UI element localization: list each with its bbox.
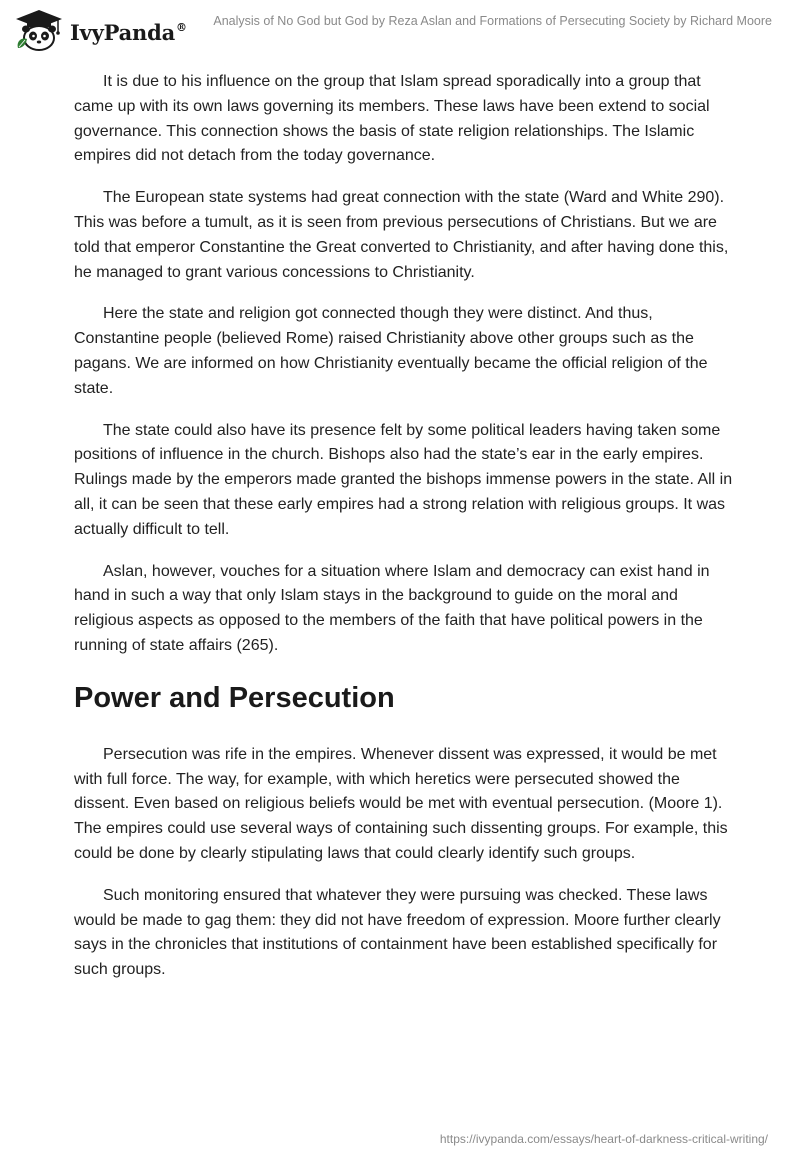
section-heading: Power and Persecution bbox=[74, 681, 395, 714]
ivypanda-logo[interactable] bbox=[14, 8, 187, 52]
page-header bbox=[0, 0, 800, 60]
paragraph: Such monitoring ensured that whatever they were pursuing was checked. These laws would be made to gag them: they did not have freedom of expression. Moore further clearly says in the chronicles that institutions of containment have been established specifically for such groups. bbox=[74, 886, 721, 979]
source-url[interactable]: https://ivypanda.com/essays/heart-of-darkness-critical-writing/ bbox=[439, 1132, 768, 1146]
panda-graduate-icon bbox=[14, 8, 64, 52]
paragraph: Aslan, however, vouches for a situation where Islam and democracy can exist hand in hand in such a way that only Islam stays in the background to guide on the moral and religious aspects as opposed to the members of the faith that have political powers in the running of state affairs (265). bbox=[74, 562, 710, 654]
paragraph: Persecution was rife in the empires. Whenever dissent was expressed, it would be met with full force. The way, for example, with which heretics were persecuted showed the dissent. Even based on religious beliefs would be met with eventual persecution. (Moore 1). The empires could use several ways of containing such dissenting groups. For example, this could be done by clearly stipulating laws that could clearly identify such groups. bbox=[74, 745, 728, 862]
document-title: Analysis of No God but God by Reza Aslan and Formations of Persecuting Society by Richard Moore bbox=[213, 14, 772, 28]
paragraph: It is due to his influence on the group that Islam spread sporadically into a group that came up with its own laws governing its members. These laws have been extend to social governance. This connection shows the basis of state religion relationships. The Islamic empires did not detach from the today governance. bbox=[74, 73, 710, 165]
essay-content bbox=[74, 70, 734, 1000]
paragraph: The state could also have its presence felt by some political leaders having taken some positions of influence in the church. Bishops also had the state’s ear in the early empires. Rulings made by the emperors made granted the bishops immense powers in the state. All in all, it can be seen that these early empires had a strong relation with religious groups. It was actually difficult to tell. bbox=[74, 421, 733, 538]
paragraph: The European state systems had great connection with the state (Ward and White 290). This was before a tumult, as it is seen from previous persecutions of Christians. But we are told that emperor Constantine the Great converted to Christianity, and after having done this, he managed to grant various concessions to Christianity. bbox=[74, 189, 729, 281]
paragraph: Here the state and religion got connected though they were distinct. And thus, Constantine people (believed Rome) raised Christianity above other groups such as the pagans. We are informed on how Christianity eventually became the official religion of the state. bbox=[74, 305, 708, 397]
logo-wordmark: IvyPanda® bbox=[70, 19, 187, 45]
